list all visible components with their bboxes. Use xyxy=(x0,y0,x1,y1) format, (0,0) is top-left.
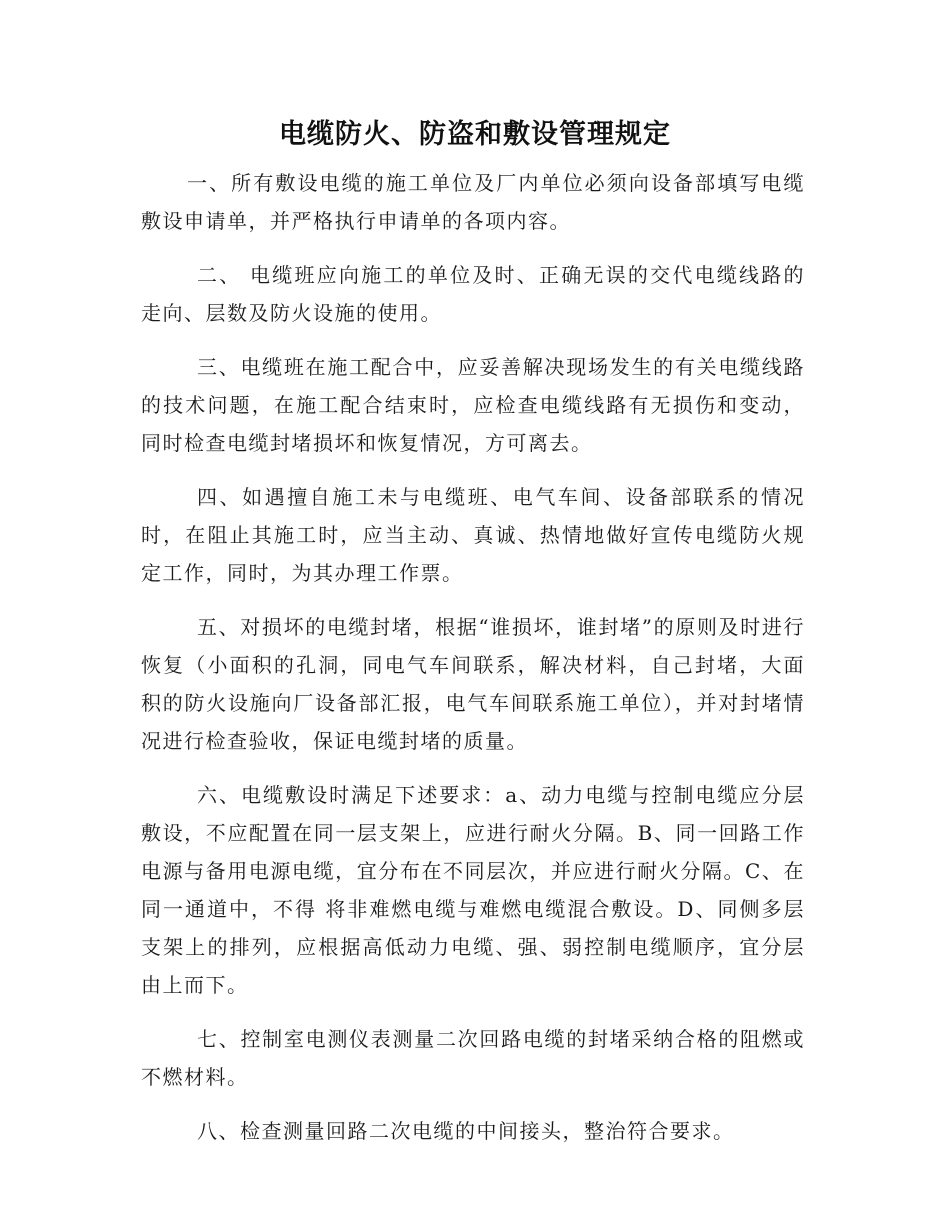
paragraph-6: 六、电缆敷设时满足下述要求：a、动力电缆与控制电缆应分层敷设，不应配置在同一层支架上，应进行耐火分隔。B、同一回路工作电源与备用电源电缆，宜分布在不同层次，并应进行耐火分隔。C、在同一通道中，不得 将非难燃电缆与难燃电缆混合敷设。D、同侧多层支架上的排列，应根据高低动力电缆、强、弱控制电缆顺序，宜分层由上而下。 xyxy=(141,783,805,997)
paragraph-2: 二、 电缆班应向施工的单位及时、正确无误的交代电缆线路的走向、层数及防火设施的使用。 xyxy=(141,263,805,325)
paragraph-1: 一、所有敷设电缆的施工单位及厂内单位必须向设备部填写电缆敷设申请单，并严格执行申请单的各项内容。 xyxy=(141,171,805,233)
paragraph-5: 五、对损坏的电缆封堵，根据“谁损坏，谁封堵”的原则及时进行恢复（小面积的孔洞，同电气车间联系，解决材料，自己封堵，大面积的防火设施向厂设备部汇报，电气车间联系施工单位），并对封堵情况进行检查验收，保证电缆封堵的质量。 xyxy=(141,615,805,753)
document-title: 电缆防火、防盗和敷设管理规定 xyxy=(279,119,671,150)
paragraph-8: 八、检查测量回路二次电缆的中间接头，整治符合要求。 xyxy=(197,1119,735,1143)
paragraph-7: 七、控制室电测仪表测量二次回路电缆的封堵采纳合格的阻燃或不燃材料。 xyxy=(141,1027,805,1089)
paragraph-4: 四、如遇擅自施工未与电缆班、电气车间、设备部联系的情况时，在阻止其施工时，应当主动、真诚、热情地做好宣传电缆防火规定工作，同时，为其办理工作票。 xyxy=(141,485,805,585)
document-body xyxy=(141,164,805,1166)
paragraph-3: 三、电缆班在施工配合中，应妥善解决现场发生的有关电缆线路的技术问题，在施工配合结束时，应检查电缆线路有无损伤和变动，同时检查电缆封堵损坏和恢复情况，方可离去。 xyxy=(141,355,805,455)
